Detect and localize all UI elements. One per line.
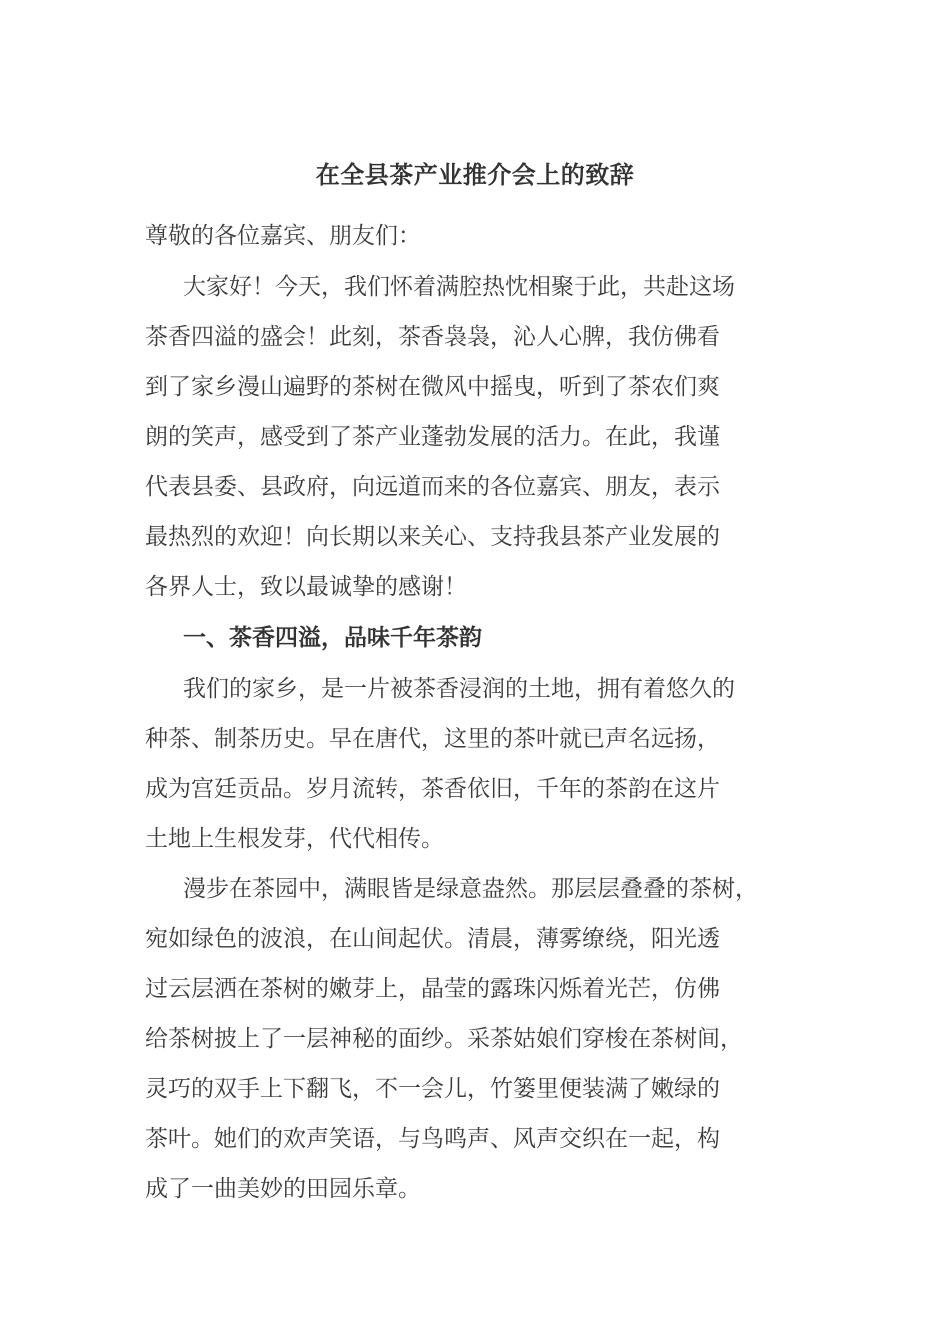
paragraph-3-line: 给茶树披上了一层神秘的面纱。采茶姑娘们穿梭在茶树间， — [145, 1026, 743, 1052]
paragraph-1-line: 到了家乡漫山遍野的茶树在微风中摇曳，听到了茶农们爽 — [145, 374, 720, 400]
paragraph-1-line: 代表县委、县政府，向远道而来的各位嘉宾、朋友，表示 — [145, 474, 720, 500]
paragraph-3-line: 成了一曲美妙的田园乐章。 — [145, 1176, 421, 1202]
paragraph-3-line: 过云层洒在茶树的嫩芽上，晶莹的露珠闪烁着光芒，仿佛 — [145, 976, 720, 1002]
paragraph-2-line: 种茶、制茶历史。早在唐代，这里的茶叶就已声名远扬， — [145, 726, 720, 752]
section-1-heading: 一、茶香四溢，品味千年茶韵 — [183, 625, 482, 651]
paragraph-1-line: 最热烈的欢迎！向长期以来关心、支持我县茶产业发展的 — [145, 524, 720, 550]
salutation: 尊敬的各位嘉宾、朋友们： — [145, 223, 421, 249]
paragraph-3-line: 漫步在茶园中，满眼皆是绿意盎然。那层层叠叠的茶树， — [183, 876, 758, 902]
paragraph-1-line: 大家好！今天，我们怀着满腔热忱相聚于此，共赴这场 — [183, 274, 735, 300]
paragraph-2-line: 成为宫廷贡品。岁月流转，茶香依旧，千年的茶韵在这片 — [145, 776, 720, 802]
paragraph-2-line: 土地上生根发芽，代代相传。 — [145, 826, 444, 852]
paragraph-1-line: 茶香四溢的盛会！此刻，茶香袅袅，沁人心脾，我仿佛看 — [145, 324, 720, 350]
document-title: 在全县茶产业推介会上的致辞 — [315, 161, 635, 189]
paragraph-1-line: 各界人士，致以最诚挚的感谢！ — [145, 574, 467, 600]
paragraph-1-line: 朗的笑声，感受到了茶产业蓬勃发展的活力。在此，我谨 — [145, 424, 720, 450]
paragraph-3-line: 茶叶。她们的欢声笑语，与鸟鸣声、风声交织在一起，构 — [145, 1126, 720, 1152]
paragraph-3-line: 宛如绿色的波浪，在山间起伏。清晨，薄雾缭绕，阳光透 — [145, 926, 720, 952]
paragraph-2-line: 我们的家乡，是一片被茶香浸润的土地，拥有着悠久的 — [183, 676, 735, 702]
paragraph-3-line: 灵巧的双手上下翻飞，不一会儿，竹篓里便装满了嫩绿的 — [145, 1076, 720, 1102]
